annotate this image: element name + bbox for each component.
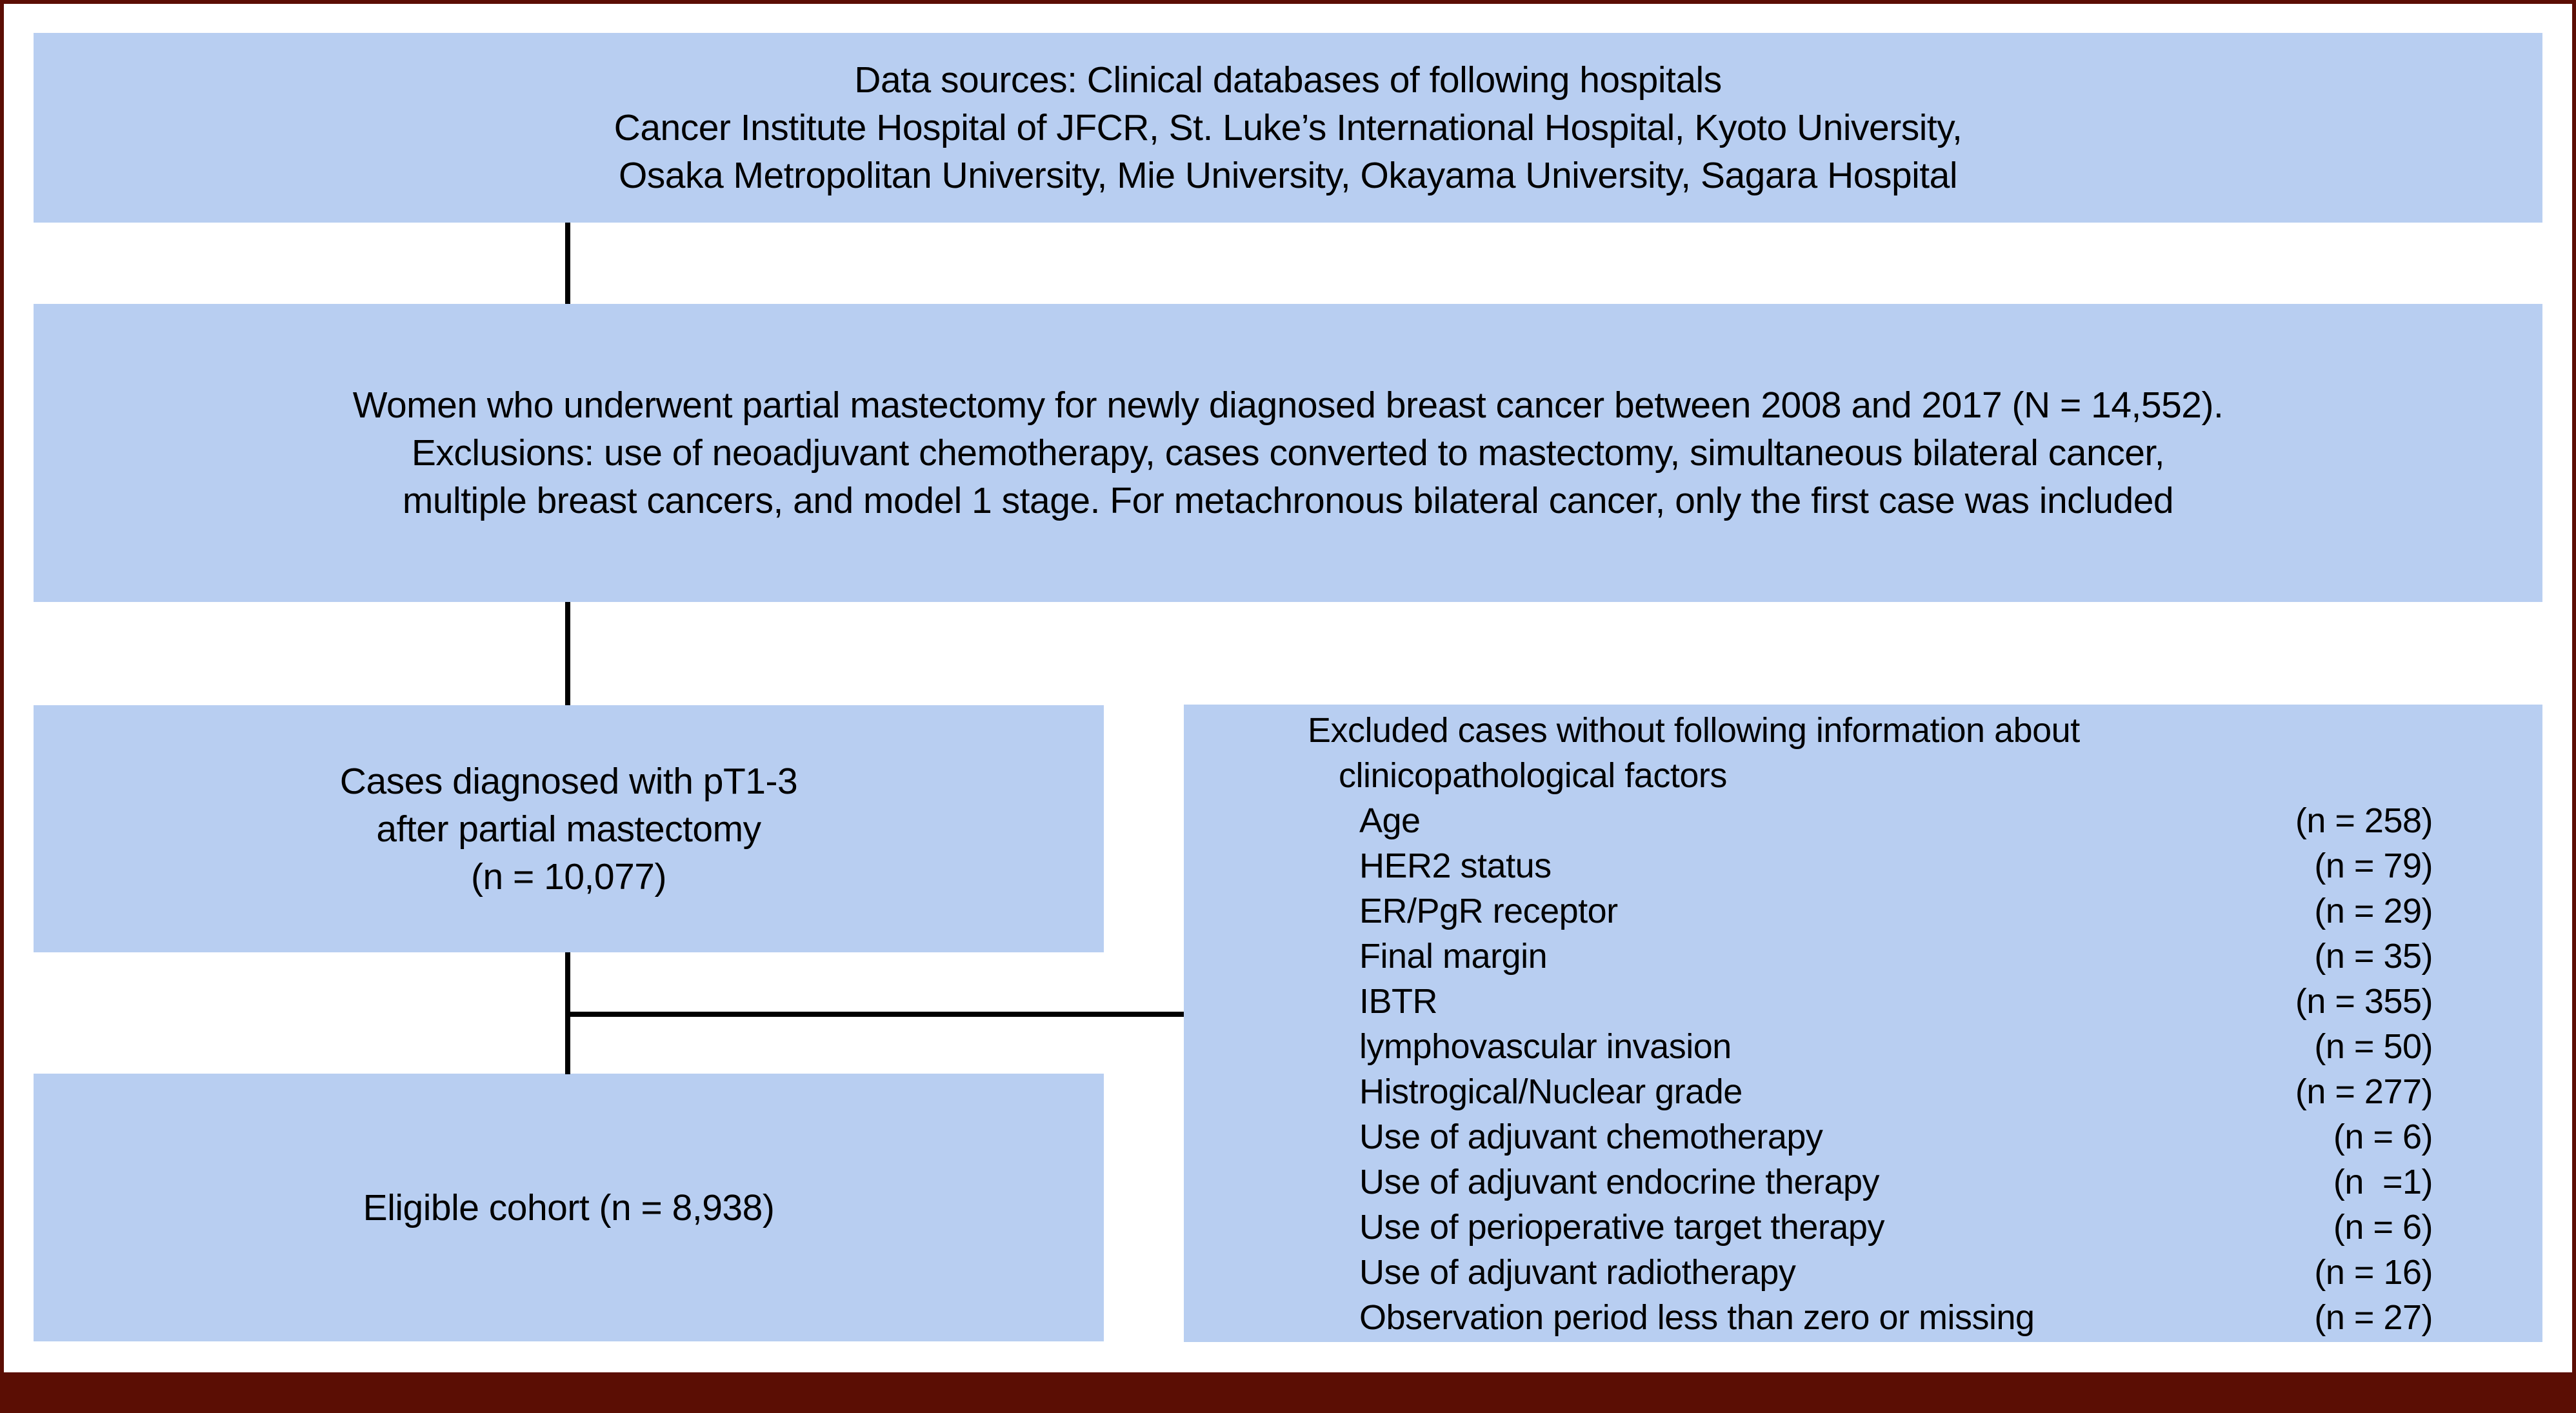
initial-cohort-line-2: Exclusions: use of neoadjuvant chemotherapy, cases converted to mastectomy, simultaneous bilateral cancer, bbox=[411, 432, 2165, 474]
connector-branch-to-excluded bbox=[565, 1012, 1184, 1017]
excluded-item-label: IBTR bbox=[1359, 982, 1438, 1021]
excluded-item-row bbox=[1184, 843, 2542, 888]
excluded-item-row bbox=[1184, 1069, 2542, 1114]
excluded-item-count: (n = 6) bbox=[2333, 1208, 2433, 1247]
excluded-item-count: (n = 16) bbox=[2314, 1253, 2433, 1292]
data-sources-line-3: Osaka Metropolitan University, Mie University, Okayama University, Sagara Hospital bbox=[618, 155, 1958, 196]
excluded-item-row bbox=[1184, 798, 2542, 843]
eligible-cohort-label: Eligible cohort (n = 8,938) bbox=[363, 1187, 775, 1228]
pt-stage-line-3: (n = 10,077) bbox=[471, 856, 666, 897]
excluded-item-count: (n = 27) bbox=[2314, 1298, 2433, 1337]
connector-cohort-to-ptstage bbox=[565, 602, 570, 705]
excluded-item-count: (n = 355) bbox=[2295, 982, 2433, 1021]
excluded-item-row bbox=[1184, 1205, 2542, 1250]
excluded-cases-box bbox=[1184, 705, 2542, 1342]
excluded-item-count: (n = 35) bbox=[2314, 937, 2433, 976]
excluded-item-label: Histrogical/Nuclear grade bbox=[1359, 1072, 1742, 1111]
excluded-item-label: Use of perioperative target therapy bbox=[1359, 1208, 1884, 1247]
excluded-item-label: lymphovascular invasion bbox=[1359, 1027, 1732, 1066]
excluded-item-label: Use of adjuvant radiotherapy bbox=[1359, 1253, 1796, 1292]
initial-cohort-box bbox=[34, 304, 2542, 602]
data-sources-line-1: Data sources: Clinical databases of following hospitals bbox=[854, 59, 1722, 101]
connector-datasources-to-cohort bbox=[565, 223, 570, 304]
eligible-cohort-box bbox=[34, 1074, 1104, 1341]
excluded-item-label: ER/PgR receptor bbox=[1359, 892, 1618, 930]
initial-cohort-line-1: Women who underwent partial mastectomy for newly diagnosed breast cancer between 2008 and 2017 (N = 14,552). bbox=[352, 385, 2224, 426]
excluded-item-count: (n = 79) bbox=[2314, 847, 2433, 885]
data-sources-line-2: Cancer Institute Hospital of JFCR, St. Luke’s International Hospital, Kyoto University, bbox=[614, 107, 1962, 148]
initial-cohort-line-3: multiple breast cancers, and model 1 stage. For metachronous bilateral cancer, only the first case was included bbox=[402, 480, 2174, 521]
excluded-item-row bbox=[1184, 979, 2542, 1024]
excluded-item-label: Age bbox=[1359, 801, 1421, 840]
excluded-item-count: (n = 258) bbox=[2295, 801, 2433, 840]
excluded-item-row bbox=[1184, 888, 2542, 934]
excluded-item-label: Use of adjuvant chemotherapy bbox=[1359, 1117, 1823, 1156]
excluded-item-row bbox=[1184, 1295, 2542, 1340]
excluded-heading-line-2: clinicopathological factors bbox=[1339, 756, 1727, 795]
excluded-item-count: (n = 50) bbox=[2314, 1027, 2433, 1066]
excluded-item-label: HER2 status bbox=[1359, 847, 1552, 885]
excluded-item-label: Use of adjuvant endocrine therapy bbox=[1359, 1163, 1880, 1201]
excluded-item-label: Observation period less than zero or missing bbox=[1359, 1298, 2035, 1337]
excluded-item-row bbox=[1184, 1114, 2542, 1159]
excluded-item-count: (n = 277) bbox=[2295, 1072, 2433, 1111]
excluded-item-count: (n = 29) bbox=[2314, 892, 2433, 930]
excluded-item-row bbox=[1184, 1024, 2542, 1069]
excluded-item-count: (n = 6) bbox=[2333, 1117, 2433, 1156]
pt-stage-line-1: Cases diagnosed with pT1-3 bbox=[339, 760, 798, 802]
excluded-item-row bbox=[1184, 1159, 2542, 1205]
pt-stage-box bbox=[34, 705, 1104, 952]
excluded-item-label: Final margin bbox=[1359, 937, 1548, 976]
excluded-item-row bbox=[1184, 1250, 2542, 1295]
data-sources-box bbox=[34, 33, 2542, 223]
excluded-heading-line-1: Excluded cases without following information about bbox=[1308, 711, 2080, 750]
excluded-item-row bbox=[1184, 934, 2542, 979]
pt-stage-line-2: after partial mastectomy bbox=[376, 808, 761, 850]
excluded-item-count: (n =1) bbox=[2333, 1163, 2433, 1201]
